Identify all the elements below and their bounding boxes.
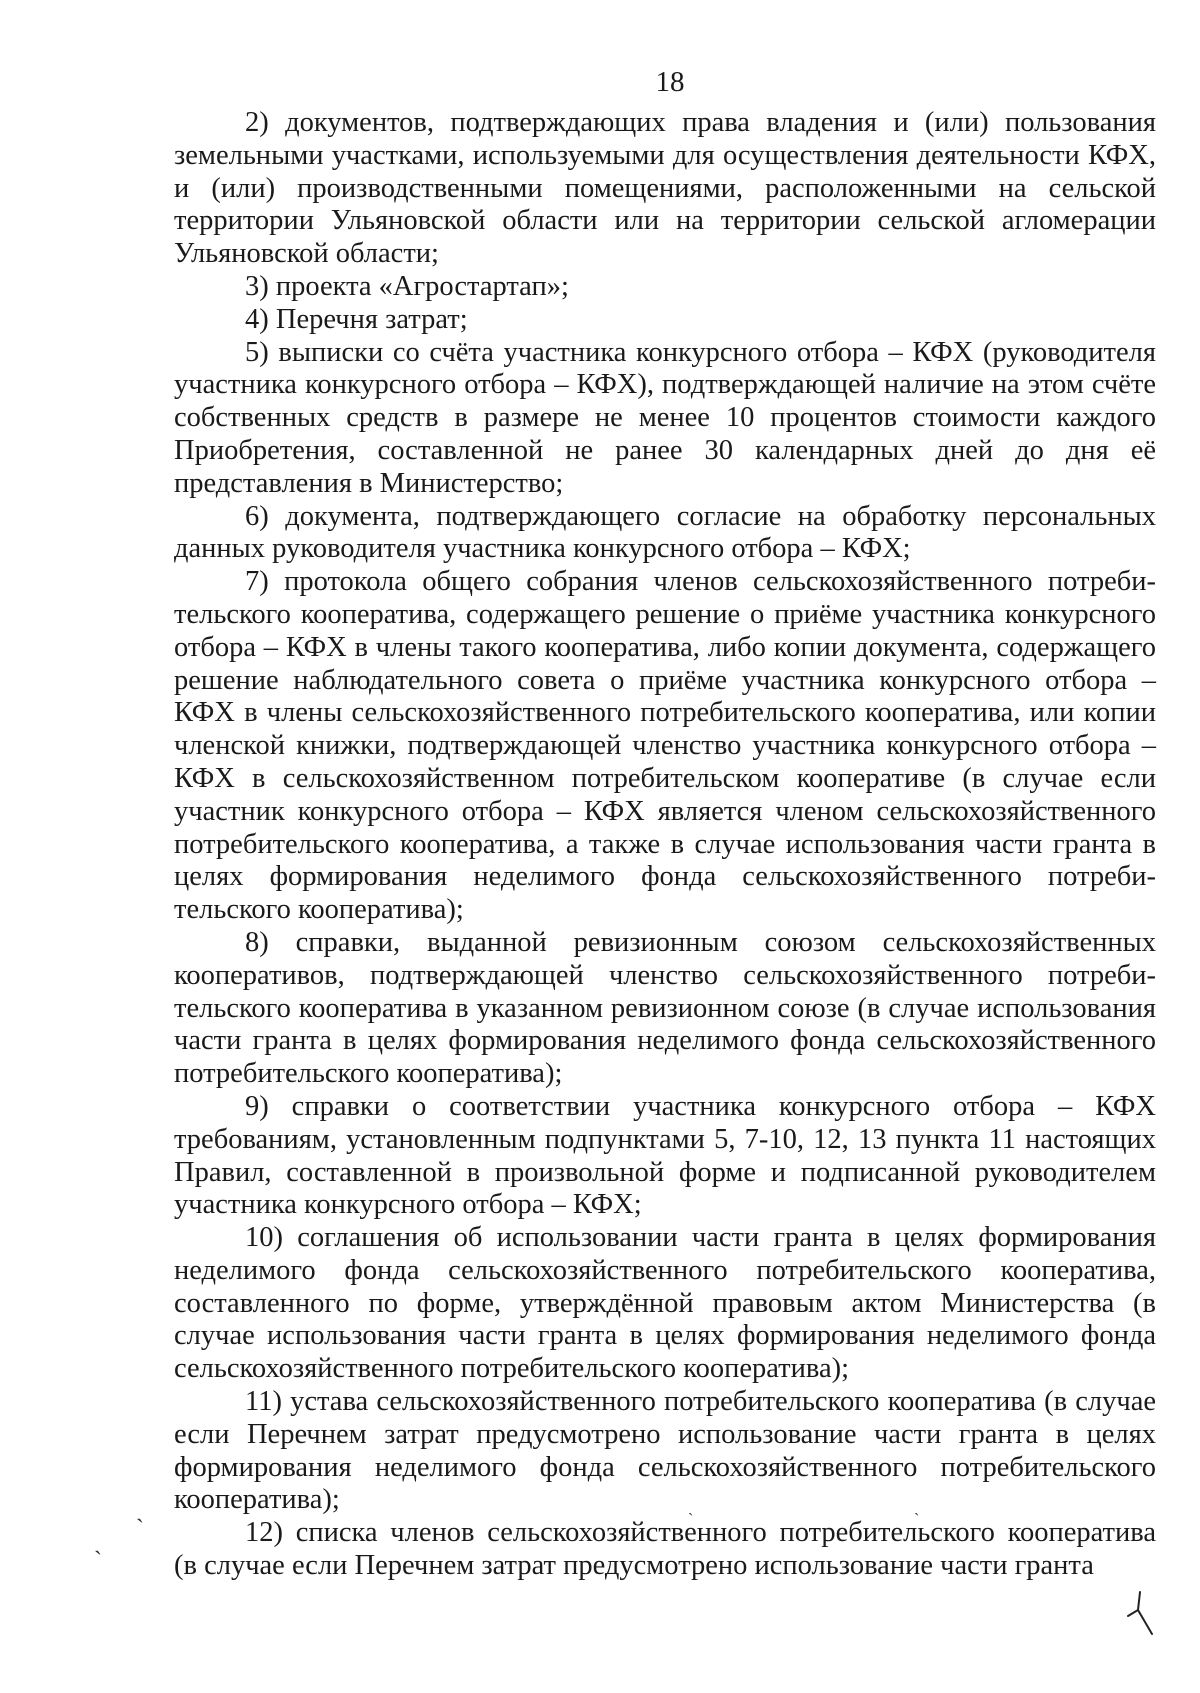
scan-mark: ˎ xyxy=(688,1499,694,1516)
list-item-5: 5) выписки со счёта участника конкурсного отбора – КФХ (руководителя участника конкурсного отбора – КФХ), подтверждающей наличие на этом счёте собственных средств в размере не менее 10 процентов стоимости каждого Приобретения, составленной не ранее 30 календарных дней до дня её представления в Министерство; xyxy=(174,336,1156,499)
list-item-6: 6) документа, подтверждающего согласие на обработку персональных данных руководителя участника конкурсного отбора – КФХ; xyxy=(174,500,1156,565)
list-item-4: 4) Перечня затрат; xyxy=(245,303,468,335)
document-body xyxy=(174,107,1156,1583)
list-item-11: 11) устава сельскохозяйственного потребительского кооператива (в случае если Перечнем затрат предусмотрено использование части гранта в целях формирования неделимого фонда сельскохозяйственного потребительского кооператива); xyxy=(174,1386,1156,1516)
list-item-2: 2) документов, подтверждающих права владения и (или) пользования земельными участками, используемыми для осуществления деятельности КФХ, и (или) производственными помещениями, расположенными на сельской территории Ульяновской области или на территории сельской агломерации Ульяновской области; xyxy=(174,107,1156,270)
list-item-9: 9) справки о соответствии участника конкурсного отбора – КФХ требованиям, установленным подпунктами 5, 7-10, 12, 13 пункта 11 настоящих Правил, составленной в произвольной форме и подписанной руководителем участника конкурсного отбора – КФХ; xyxy=(174,1090,1156,1221)
scan-mark: ˎ xyxy=(914,1499,920,1516)
page-number: 18 xyxy=(655,66,685,98)
list-item-12: 12) списка членов сельскохозяйственного потребительского кооператива (в случае если Перечнем затрат предусмотрено использование части гранта xyxy=(174,1517,1156,1582)
list-item-3: 3) проекта «Агростартап»; xyxy=(245,270,569,302)
scan-mark: ˎ xyxy=(94,1529,102,1555)
list-item-7: 7) протокола общего собрания членов сельскохозяйственного потребительского кооператива, содержащего решение о приёме участника конкурсного отбора – КФХ в члены такого кооператива, либо копии документа, содержащего решение наблюдательного совета о приёме участника конкурсного отбора – КФХ в члены сельскохозяйственного потребительского кооператива, или копии членской книжки, подтверждающей членство участника конкурсного отбора – КФХ в сельскохозяйственном потребительском кооперативе (в случае если участник конкурсного отбора – КФХ является членом сельскохозяйственного потребительского кооператива, а также в случае использования части гранта в целях формирования неделимого фонда сельскохозяйственного потребительского кооператива); xyxy=(174,566,1156,926)
list-item-8: 8) справки, выданной ревизионным союзом сельскохозяйственных кооперативов, подтверждающей членство сельскохозяйственного потребительского кооператива в указанном ревизионном союзе (в случае использования части гранта в целях формирования неделимого фонда сельскохозяйственного потребительского кооператива); xyxy=(174,926,1156,1090)
scan-mark: ˎ xyxy=(136,1497,144,1523)
list-item-10: 10) соглашения об использовании части гранта в целях формирования неделимого фонда сельскохозяйственного потребительского кооператива, составленного по форме, утверждённой правовым актом Министерства (в случае использования части гранта в целях формирования неделимого фонда сельскохозяйственного потребительского кооператива); xyxy=(174,1222,1156,1385)
signature-mark-icon xyxy=(1118,1588,1158,1638)
